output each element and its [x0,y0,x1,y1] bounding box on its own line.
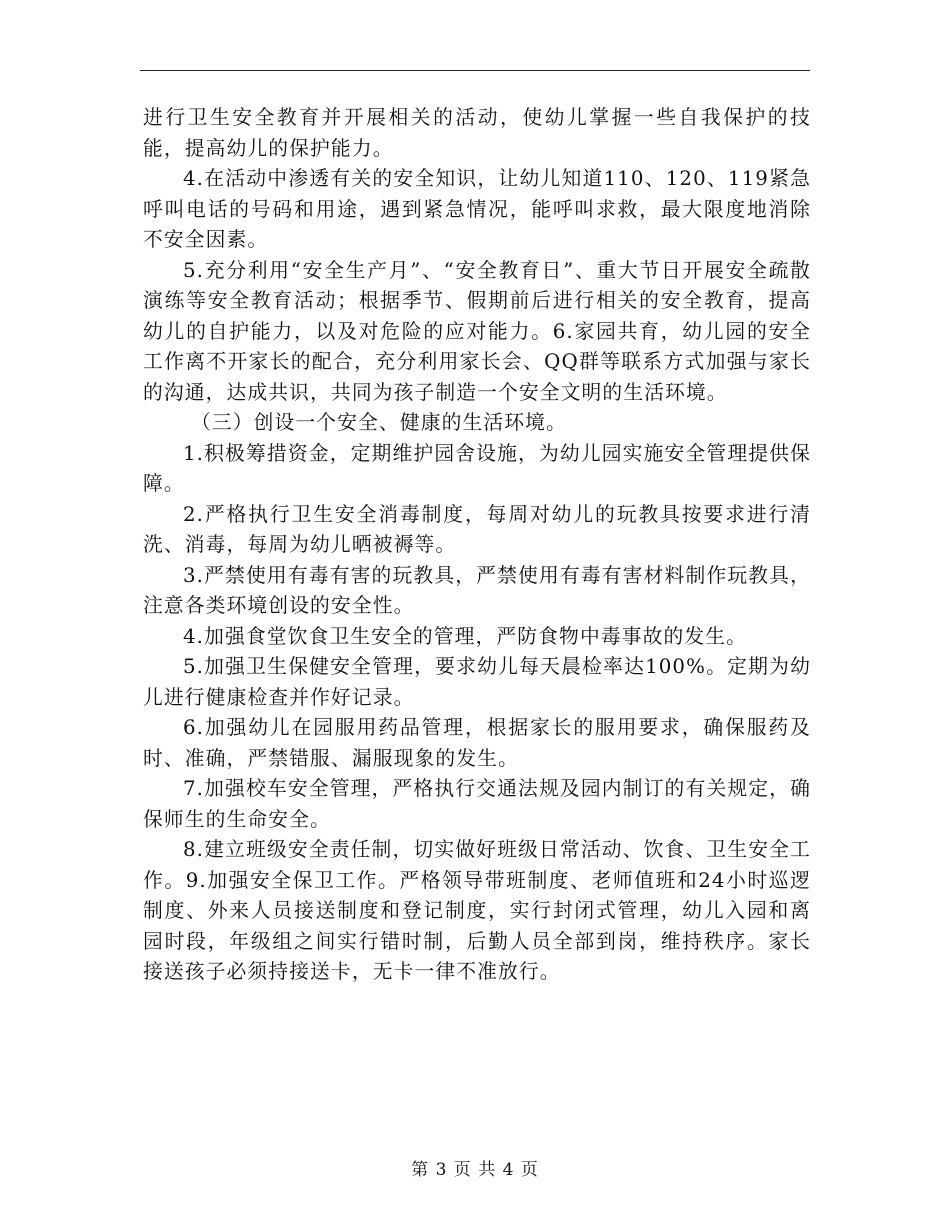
paragraph-item-6: 6.加强幼儿在园服用药品管理，根据家长的服用要求，确保服药及时、准确，严禁错服、漏服现象的发生。 [143,716,811,770]
page-number: 第 3 页 共 4 页 [411,1160,539,1180]
paragraph-item-3: 3.严禁使用有毒有害的玩教具，严禁使用有毒有害材料制作玩教具，注意各类环境创设的安全性。 [143,563,811,617]
paragraph-item-4b: 4.加强食堂饮食卫生安全的管理，严防食物中毒事故的发生。 [183,624,747,648]
paragraph-item-7: 7.加强校车安全管理，严格执行交通法规及园内制订的有关规定，确保师生的生命安全。 [143,777,811,831]
document-body [143,103,811,988]
paragraph-item-4: 4.在活动中渗透有关的安全知识，让幼儿知道110、120、119紧急呼叫电话的号码和用途，遇到紧急情况，能呼叫求救，最大限度地消除不安全因素。 [143,167,811,251]
section-heading: （三）创设一个安全、健康的生活环境。 [191,411,567,434]
paragraph-item-1: 1.积极筹措资金，定期维护园舍设施，为幼儿园实施安全管理提供保障。 [143,441,811,495]
paragraph-item-2: 2.严格执行卫生安全消毒制度，每周对幼儿的玩教具按要求进行清洗、消毒，每周为幼儿晒被褥等。 [143,502,811,556]
header-rule [140,70,810,71]
paragraph-item-8-9: 8.建立班级安全责任制，切实做好班级日常活动、饮食、卫生安全工作。9.加强安全保卫工作。严格领导带班制度、老师值班和24小时巡逻制度、外来人员接送制度和登记制度，实行封闭式管理，幼儿入园和离园时段，年级组之间实行错时制，后勤人员全部到岗，维持秩序。家长接送孩子必须持接送卡，无卡一律不准放行。 [143,838,811,983]
paragraph-item-5-6: 5.充分利用“安全生产月”、“安全教育日”、重大节日开展安全疏散演练等安全教育活动；根据季节、假期前后进行相关的安全教育，提高幼儿的自护能力，以及对危险的应对能力。6.家园共育，幼儿园的安全工作离不开家长的配合，充分利用家长会、QQ群等联系方式加强与家长的沟通，达成共识，共同为孩子制造一个安全文明的生活环境。 [143,258,811,404]
paragraph-item-5b: 5.加强卫生保健安全管理，要求幼儿每天晨检率达100%。定期为幼儿进行健康检查并作好记录。 [143,655,811,709]
paragraph-continuation: 进行卫生安全教育并开展相关的活动，使幼儿掌握一些自我保护的技能，提高幼儿的保护能力。 [143,106,811,160]
